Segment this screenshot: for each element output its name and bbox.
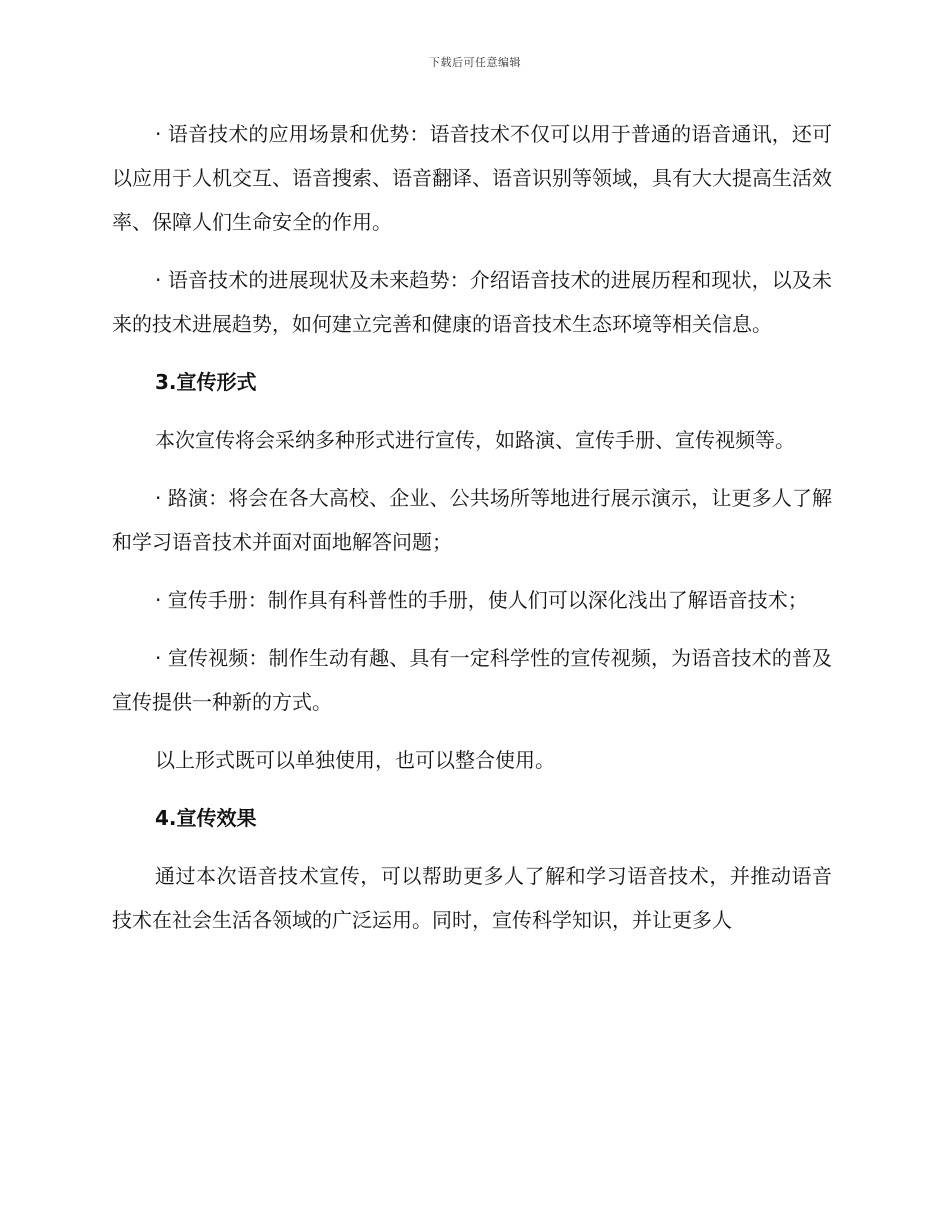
paragraph-video: · 宣传视频：制作生动有趣、具有一定科学性的宣传视频，为语音技术的普及宣传提供一种新的方式。	[112, 646, 832, 714]
page-header: 下载后可任意编辑	[429, 56, 521, 69]
paragraph-effects: 通过本次语音技术宣传，可以帮助更多人了解和学习语音技术，并推动语音技术在社会生活各领域的广泛运用。同时，宣传科学知识，并让更多人	[112, 864, 832, 932]
paragraph-roadshow: · 路演：将会在各大高校、企业、公共场所等地进行展示演示，让更多人了解和学习语音技术并面对面地解答问题；	[112, 486, 832, 554]
section-heading-promotion-forms: 3.宣传形式	[155, 370, 257, 394]
paragraph-brochure: · 宣传手册：制作具有科普性的手册，使人们可以深化浅出了解语音技术；	[155, 588, 808, 612]
document-body	[112, 112, 832, 942]
paragraph-promotion-overview: 本次宣传将会采纳多种形式进行宣传，如路演、宣传手册、宣传视频等。	[155, 428, 795, 452]
section-heading-promotion-effects: 4.宣传效果	[155, 806, 257, 830]
paragraph-application-scenarios: · 语音技术的应用场景和优势：语音技术不仅可以用于普通的语音通讯，还可以应用于人机交互、语音搜索、语音翻译、语音识别等领域，具有大大提高生活效率、保障人们生命安全的作用。	[112, 122, 832, 234]
paragraph-development-status: · 语音技术的进展现状及未来趋势：介绍语音技术的进展历程和现状，以及未来的技术进展趋势，如何建立完善和健康的语音技术生态环境等相关信息。	[112, 268, 832, 336]
paragraph-forms-combined: 以上形式既可以单独使用，也可以整合使用。	[155, 748, 555, 772]
